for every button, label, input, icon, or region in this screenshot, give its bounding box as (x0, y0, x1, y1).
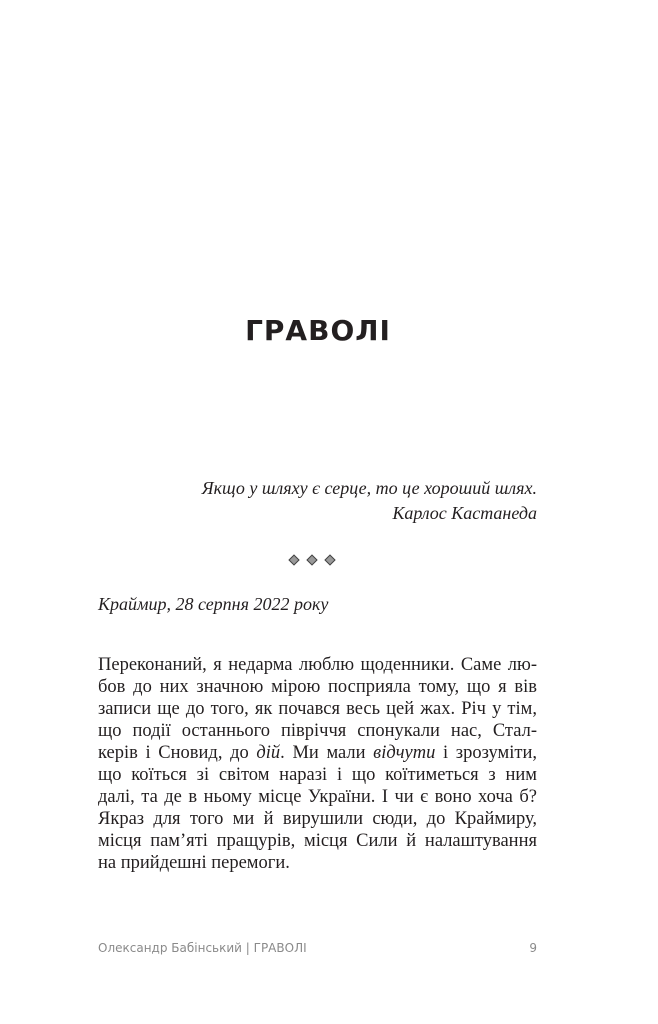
text-run: і зрозуміти, (435, 743, 537, 763)
body-line (98, 742, 537, 764)
body-text (98, 654, 537, 874)
body-line: місця пам’яті пращурів, місця Сили й налаштування (98, 831, 537, 851)
epigraph-author: Карлос Кастанеда (392, 503, 537, 523)
page-number: 9 (529, 941, 537, 955)
page-footer (98, 941, 537, 955)
body-line: Переконаний, я недарма люблю щоденники. Саме лю- (98, 655, 537, 675)
emphasis: відчути (373, 743, 436, 763)
diamond-icon (288, 554, 299, 565)
body-line: що події останнього півріччя спонукали нас, Стал- (98, 721, 537, 741)
body-line: на прийдешні перемоги. (98, 853, 290, 873)
body-line: записи ще до того, як почався весь цей жах. Річ у тім, (98, 699, 537, 719)
chapter-title: ГРАВОЛІ (245, 314, 391, 347)
diamond-icon (306, 554, 317, 565)
body-line: що коїться зі світом наразі і що коїтиметься з ним (98, 765, 537, 785)
section-separator (290, 556, 334, 564)
epigraph-quote: Якщо у шляху є серце, то це хороший шлях. (201, 478, 537, 498)
diamond-icon (324, 554, 335, 565)
body-line: Якраз для того ми й вирушили сюди, до Краймиру, (98, 809, 537, 829)
text-run: керів і Сновид, до (98, 743, 257, 763)
text-run: . Ми мали (280, 743, 374, 763)
body-line: далі, та де в ньому місце України. І чи є воно хоча б? (98, 787, 537, 807)
body-line: бов до них значною мірою посприяла тому, що я вів (98, 677, 537, 697)
running-head: Олександр Бабінський | ГРАВОЛІ (98, 941, 307, 955)
emphasis: дій (256, 743, 281, 763)
diary-date: Краймир, 28 серпня 2022 року (98, 594, 329, 614)
